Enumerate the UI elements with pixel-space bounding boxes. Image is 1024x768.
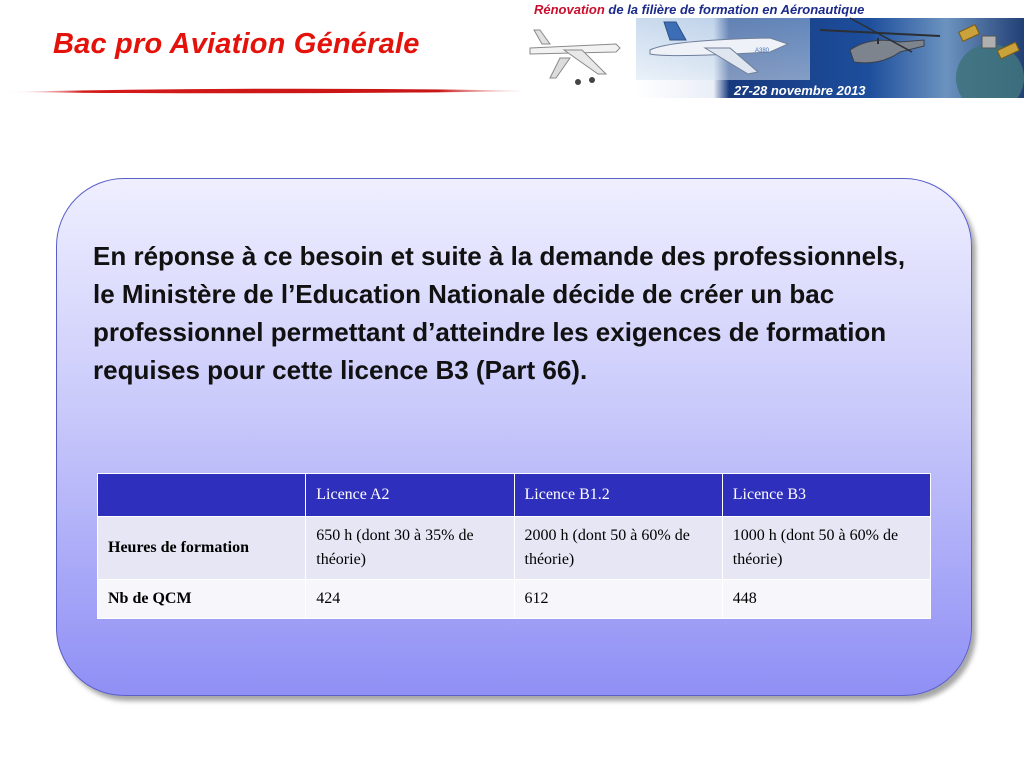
table-cell: 612 — [514, 580, 722, 619]
banner-heading-highlight: Rénovation — [534, 2, 605, 17]
table-header-row — [98, 474, 931, 517]
table-cell: 448 — [722, 580, 930, 619]
title-underline — [0, 86, 548, 96]
licence-comparison-table — [97, 473, 931, 619]
table-cell: 650 h (dont 30 à 35% de théorie) — [306, 517, 514, 580]
banner-date: 27-28 novembre 2013 — [734, 83, 866, 98]
table-cell: 1000 h (dont 50 à 60% de théorie) — [722, 517, 930, 580]
conference-banner — [520, 0, 1024, 98]
slide-title: Bac pro Aviation Générale — [53, 28, 420, 60]
content-panel — [56, 178, 972, 696]
svg-text:A380: A380 — [755, 48, 770, 54]
panel-paragraph: En réponse à ce besoin et suite à la demande des professionnels, le Ministère de l’Education Nationale décide de créer un bac professionnel permettant d’atteindre les exigences de formation requises pour cette licence B3 (Part 66). — [93, 241, 906, 385]
table-cell: 2000 h (dont 50 à 60% de théorie) — [514, 517, 722, 580]
banner-heading — [534, 2, 864, 17]
table-row-label: Nb de QCM — [98, 580, 306, 619]
table-row — [98, 580, 931, 619]
table-header-cell — [98, 474, 306, 517]
table-header-cell: Licence B3 — [722, 474, 930, 517]
table-row — [98, 517, 931, 580]
banner-heading-rest: de la filière de formation en Aéronautique — [604, 2, 865, 17]
table-cell: 424 — [306, 580, 514, 619]
table-header-cell: Licence B1.2 — [514, 474, 722, 517]
table-row-label: Heures de formation — [98, 517, 306, 580]
table-header-cell: Licence A2 — [306, 474, 514, 517]
